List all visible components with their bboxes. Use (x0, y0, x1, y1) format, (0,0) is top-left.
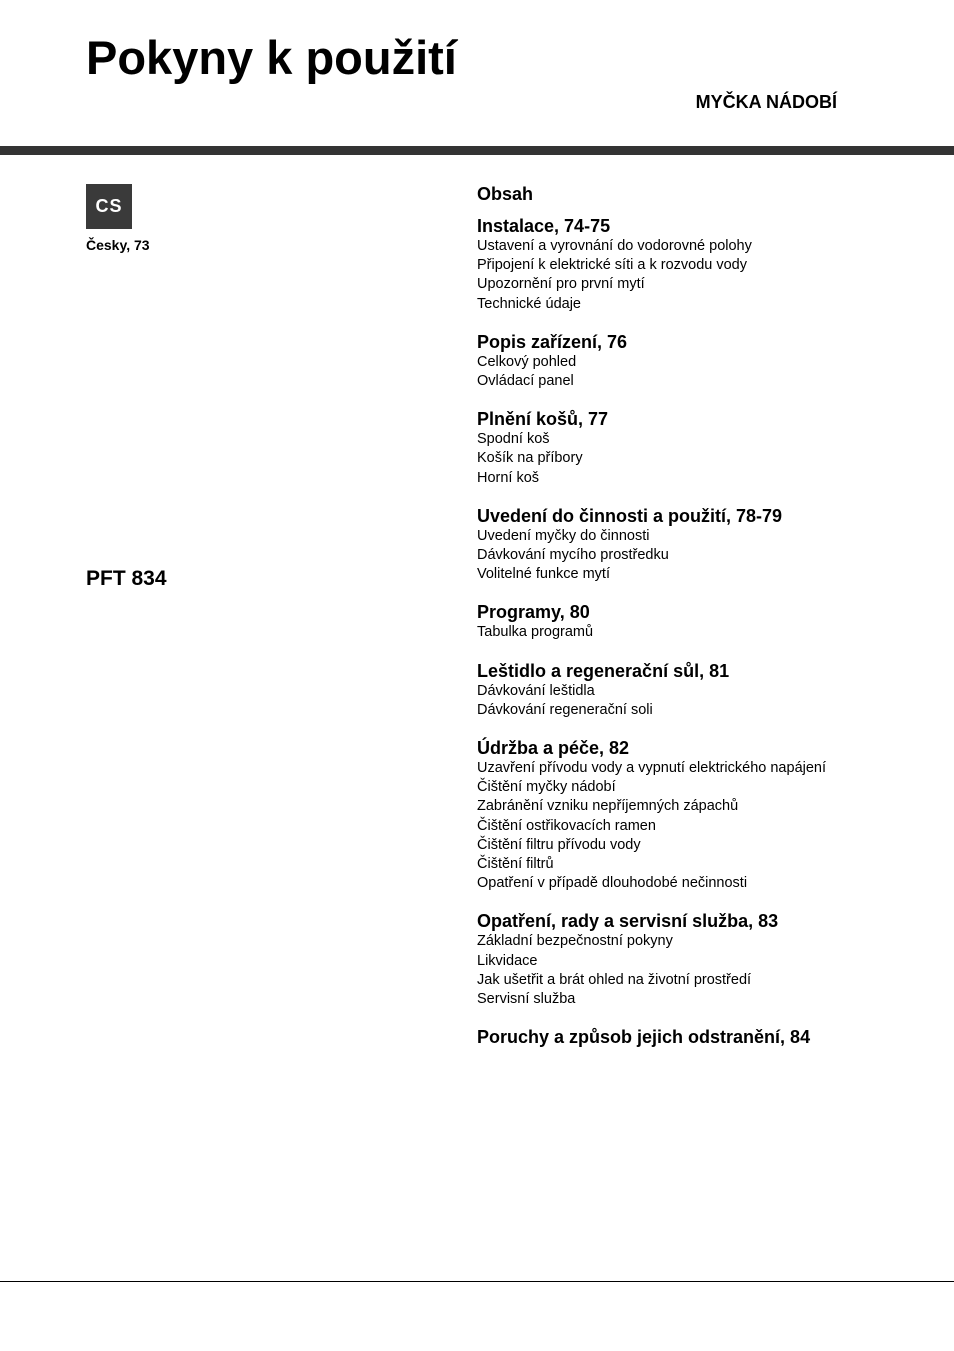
toc-section (477, 601, 937, 642)
toc-item[interactable]: Dávkování mycího prostředku (477, 547, 669, 564)
toc-item[interactable]: Ustavení a vyrovnání do vodorovné polohy (477, 238, 752, 254)
footer-divider (0, 1281, 954, 1282)
toc-heading: Obsah (477, 184, 534, 204)
toc-item[interactable]: Horní koš (477, 469, 540, 486)
toc-item[interactable]: Volitelné funkce mytí (477, 566, 610, 583)
toc-section-title[interactable]: Uvedení do činnosti a použití, 78-79 (477, 505, 783, 526)
table-of-contents (477, 183, 937, 1065)
toc-section (477, 331, 937, 391)
toc-section-title[interactable]: Popis zařízení, 76 (477, 331, 628, 352)
toc-item[interactable]: Uvedení myčky do činnosti (477, 527, 650, 544)
toc-section (477, 1026, 937, 1048)
toc-section-title[interactable]: Leštidlo a regenerační sůl, 81 (477, 660, 730, 681)
toc-section (477, 505, 937, 585)
toc-item[interactable]: Připojení k elektrické síti a k rozvodu vody (477, 257, 747, 274)
toc-section (477, 408, 937, 488)
toc-item[interactable]: Servisní služba (477, 991, 576, 1008)
header-divider (0, 146, 954, 155)
toc-section-title[interactable]: Poruchy a způsob jejich odstranění, 84 (477, 1027, 811, 1048)
toc-section (477, 215, 937, 314)
toc-item[interactable]: Čištění myčky nádobí (477, 779, 616, 796)
toc-item[interactable]: Čištění filtrů (477, 856, 554, 873)
toc-item[interactable]: Čištění ostřikovacích ramen (477, 817, 656, 834)
toc-section-title[interactable]: Údržba a péče, 82 (477, 738, 630, 759)
product-category: MYČKA NÁDOBÍ (695, 92, 837, 112)
toc-section (477, 660, 937, 720)
toc-item[interactable]: Jak ušetřit a brát ohled na životní prostředí (477, 971, 752, 988)
toc-item[interactable]: Spodní koš (477, 431, 550, 448)
toc-item[interactable]: Čištění filtru přívodu vody (477, 836, 641, 853)
model-number: PFT 834 (86, 567, 167, 590)
toc-section-title[interactable]: Instalace, 74-75 (477, 216, 611, 236)
toc-section-list (477, 215, 937, 1048)
language-page-reference[interactable]: Česky, 73 (86, 237, 150, 253)
document-title: Pokyny k použití (86, 31, 457, 84)
toc-item[interactable]: Uzavření přívodu vody a vypnutí elektrického napájení (477, 760, 827, 777)
toc-item[interactable]: Zabránění vzniku nepříjemných zápachů (477, 798, 739, 815)
toc-item[interactable]: Košík na příbory (477, 450, 583, 467)
language-badge: CS (86, 184, 132, 229)
toc-item[interactable]: Dávkování leštidla (477, 682, 595, 699)
toc-section-title[interactable]: Opatření, rady a servisní služba, 83 (477, 911, 779, 932)
toc-item[interactable]: Likvidace (477, 952, 538, 969)
toc-item[interactable]: Upozornění pro první mytí (477, 276, 645, 293)
toc-item[interactable]: Dávkování regenerační soli (477, 701, 653, 718)
toc-section-title[interactable]: Plnění košů, 77 (477, 409, 609, 430)
toc-item[interactable]: Ovládací panel (477, 373, 574, 390)
toc-item[interactable]: Opatření v případě dlouhodobé nečinnosti (477, 875, 748, 892)
toc-section (477, 910, 937, 1009)
toc-item[interactable]: Celkový pohled (477, 353, 577, 370)
toc-item[interactable]: Základní bezpečnostní pokyny (477, 933, 673, 950)
toc-section-title[interactable]: Programy, 80 (477, 602, 590, 623)
toc-item[interactable]: Technické údaje (477, 295, 581, 312)
toc-section (477, 737, 937, 893)
toc-item[interactable]: Tabulka programů (477, 624, 594, 641)
